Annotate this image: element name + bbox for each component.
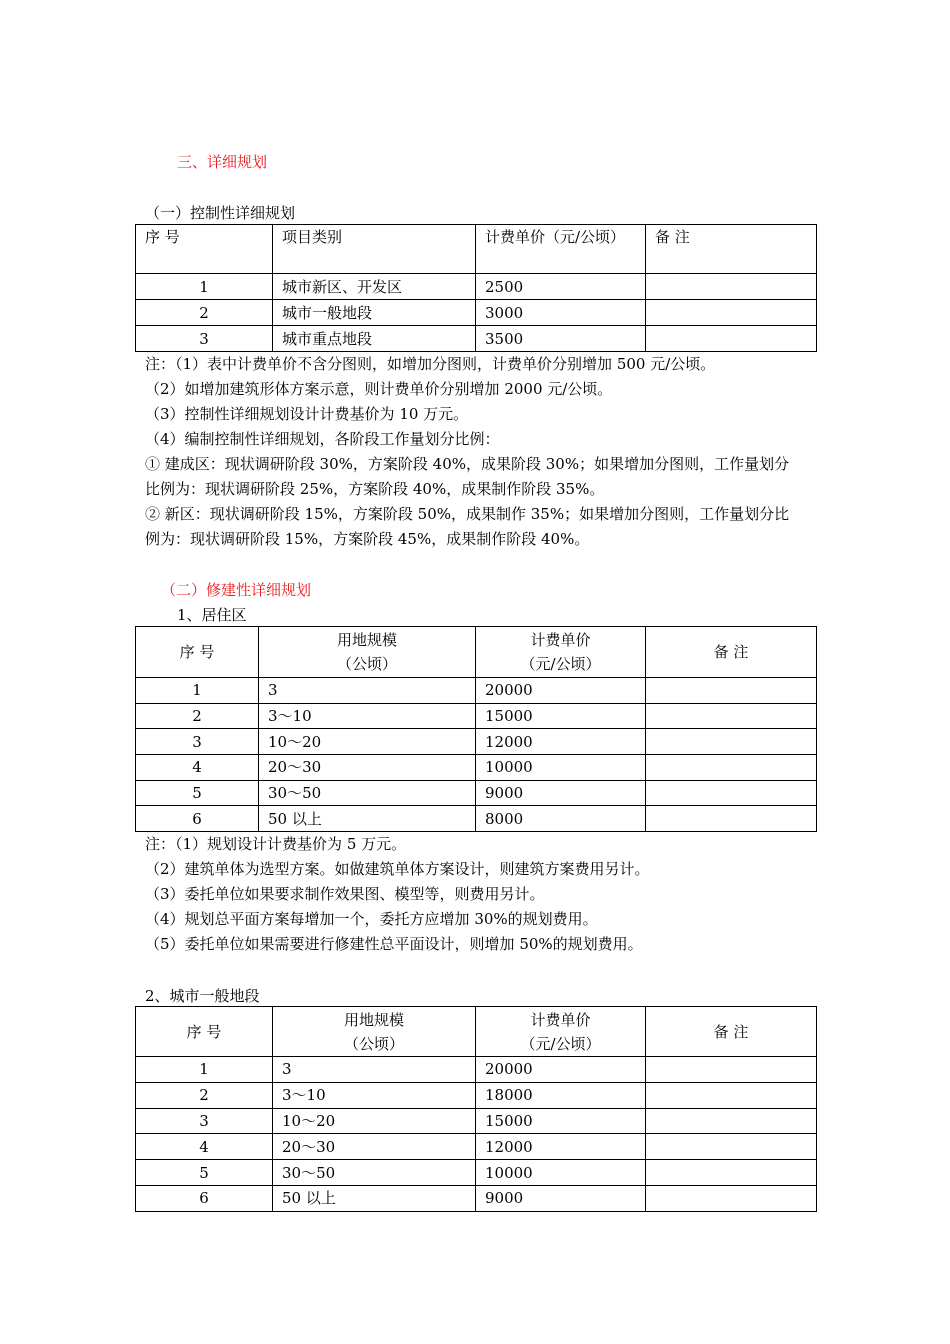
cell-remark: [646, 729, 817, 755]
cell-no: 6: [136, 1185, 273, 1211]
cell-area: 20～30: [259, 755, 476, 781]
cell-remark: [646, 1082, 817, 1108]
sub2-title: 2、城市一般地段: [145, 987, 260, 1005]
header-category: 项目类别: [273, 225, 476, 274]
part1-note-4: （4）编制控制性详细规划，各阶段工作量划分比例：: [145, 430, 500, 448]
cell-remark: [646, 274, 817, 300]
cell-area: 50 以上: [273, 1185, 476, 1211]
cell-area: 3: [259, 678, 476, 704]
part1-note-2: （2）如增加建筑形体方案示意，则计费单价分别增加 2000 元/公顷。: [145, 380, 613, 398]
table-header-row: [136, 1007, 817, 1057]
cell-category: 城市新区、开发区: [273, 274, 476, 300]
header-price: [476, 1007, 646, 1057]
part2-note-2: （2）建筑单体为选型方案。如做建筑单体方案设计，则建筑方案费用另计。: [145, 860, 650, 878]
header-price: 计费单价（元/公顷）: [476, 225, 646, 274]
header-area: [273, 1007, 476, 1057]
cell-price: 9000: [476, 780, 646, 806]
cell-remark: [646, 326, 817, 352]
cell-price: 2500: [476, 274, 646, 300]
header-no: 序 号: [136, 627, 259, 678]
cell-no: 2: [136, 1082, 273, 1108]
cell-area: 30～50: [259, 780, 476, 806]
cell-remark: [646, 755, 817, 781]
section-title: 三、详细规划: [177, 153, 268, 171]
part1-title: （一）控制性详细规划: [145, 204, 296, 222]
cell-no: 1: [136, 678, 259, 704]
table-row: [136, 1160, 817, 1186]
cell-remark: [646, 1057, 817, 1083]
cell-area: 50 以上: [259, 806, 476, 832]
table-row: [136, 1108, 817, 1134]
header-area-line1: 用地规模: [343, 1010, 404, 1029]
cell-no: 4: [136, 755, 259, 781]
cell-area: 30～50: [273, 1160, 476, 1186]
cell-category: 城市一般地段: [273, 300, 476, 326]
header-remark: 备 注: [646, 225, 817, 274]
table-header-row: [136, 225, 817, 274]
cell-remark: [646, 806, 817, 832]
cell-price: 18000: [476, 1082, 646, 1108]
cell-price: 12000: [476, 729, 646, 755]
cell-price: 10000: [476, 755, 646, 781]
table-row: [136, 729, 817, 755]
cell-no: 3: [136, 326, 273, 352]
header-no: 序 号: [136, 225, 273, 274]
cell-remark: [646, 1108, 817, 1134]
cell-category: 城市重点地段: [273, 326, 476, 352]
header-price-line1: 计费单价: [530, 1010, 591, 1029]
cell-price: 15000: [476, 1108, 646, 1134]
cell-remark: [646, 780, 817, 806]
cell-no: 5: [136, 780, 259, 806]
cell-price: 3500: [476, 326, 646, 352]
cell-price: 9000: [476, 1185, 646, 1211]
cell-area: 3: [273, 1057, 476, 1083]
part2-title: （二）修建性详细规划: [161, 581, 312, 599]
table-row: [136, 1134, 817, 1160]
cell-no: 5: [136, 1160, 273, 1186]
cell-price: 12000: [476, 1134, 646, 1160]
table-row: [136, 703, 817, 729]
header-area-line1: 用地规模: [336, 631, 397, 649]
table-row: [136, 1057, 817, 1083]
header-price-line2: （元/公顷）: [520, 655, 601, 673]
cell-remark: [646, 300, 817, 326]
cell-no: 6: [136, 806, 259, 832]
table-row: [136, 780, 817, 806]
cell-no: 1: [136, 274, 273, 300]
cell-price: 20000: [476, 678, 646, 704]
header-area-line2: （公顷）: [343, 1034, 404, 1053]
cell-price: 20000: [476, 1057, 646, 1083]
table-row: [136, 274, 817, 300]
header-area-line2: （公顷）: [336, 655, 397, 673]
cell-remark: [646, 678, 817, 704]
cell-area: 3～10: [273, 1082, 476, 1108]
table-row: [136, 806, 817, 832]
cell-area: 20～30: [273, 1134, 476, 1160]
cell-no: 2: [136, 703, 259, 729]
cell-price: 3000: [476, 300, 646, 326]
cell-no: 3: [136, 1108, 273, 1134]
cell-area: 10～20: [259, 729, 476, 755]
table-row: [136, 1185, 817, 1211]
part1-note-7: ② 新区：现状调研阶段 15%，方案阶段 50%，成果制作 35%；如果增加分图则，工作量划分比: [145, 505, 790, 523]
cell-no: 3: [136, 729, 259, 755]
cell-area: 10～20: [273, 1108, 476, 1134]
part2-note-1: 注：（1）规划设计计费基价为 5 万元。: [145, 835, 407, 853]
cell-price: 15000: [476, 703, 646, 729]
part2-note-5: （5）委托单位如果需要进行修建性总平面设计，则增加 50%的规划费用。: [145, 935, 643, 953]
cell-remark: [646, 1185, 817, 1211]
part1-note-3: （3）控制性详细规划设计计费基价为 10 万元。: [145, 405, 469, 423]
header-no: 序 号: [136, 1007, 273, 1057]
table-row: [136, 300, 817, 326]
part1-note-6: 比例为：现状调研阶段 25%，方案阶段 40%，成果制作阶段 35%。: [145, 480, 605, 498]
cell-no: 1: [136, 1057, 273, 1083]
table-row: [136, 326, 817, 352]
table-row: [136, 755, 817, 781]
cell-no: 2: [136, 300, 273, 326]
control-plan-table: [135, 224, 817, 352]
part1-note-1: 注：（1）表中计费单价不含分图则，如增加分图则，计费单价分别增加 500 元/公顷。: [145, 355, 716, 373]
table-row: [136, 678, 817, 704]
header-price-line1: 计费单价: [530, 631, 591, 649]
part2-note-4: （4）规划总平面方案每增加一个，委托方应增加 30%的规划费用。: [145, 910, 598, 928]
cell-area: 3～10: [259, 703, 476, 729]
part1-note-5: ① 建成区：现状调研阶段 30%，方案阶段 40%，成果阶段 30%；如果增加分图则，工作量划分: [145, 455, 790, 473]
table-row: [136, 1082, 817, 1108]
cell-price: 10000: [476, 1160, 646, 1186]
header-remark: 备 注: [646, 1007, 817, 1057]
part1-note-8: 例为：现状调研阶段 15%，方案阶段 45%，成果制作阶段 40%。: [145, 530, 590, 548]
residential-table: [135, 626, 817, 832]
cell-remark: [646, 1134, 817, 1160]
cell-no: 4: [136, 1134, 273, 1160]
table-header-row: [136, 627, 817, 678]
header-price: [476, 627, 646, 678]
sub1-title: 1、居住区: [177, 606, 247, 624]
cell-price: 8000: [476, 806, 646, 832]
header-price-line2: （元/公顷）: [520, 1034, 601, 1053]
header-area: [259, 627, 476, 678]
cell-remark: [646, 703, 817, 729]
header-remark: 备 注: [646, 627, 817, 678]
cell-remark: [646, 1160, 817, 1186]
general-area-table: [135, 1006, 817, 1212]
part2-note-3: （3）委托单位如果要求制作效果图、模型等，则费用另计。: [145, 885, 545, 903]
